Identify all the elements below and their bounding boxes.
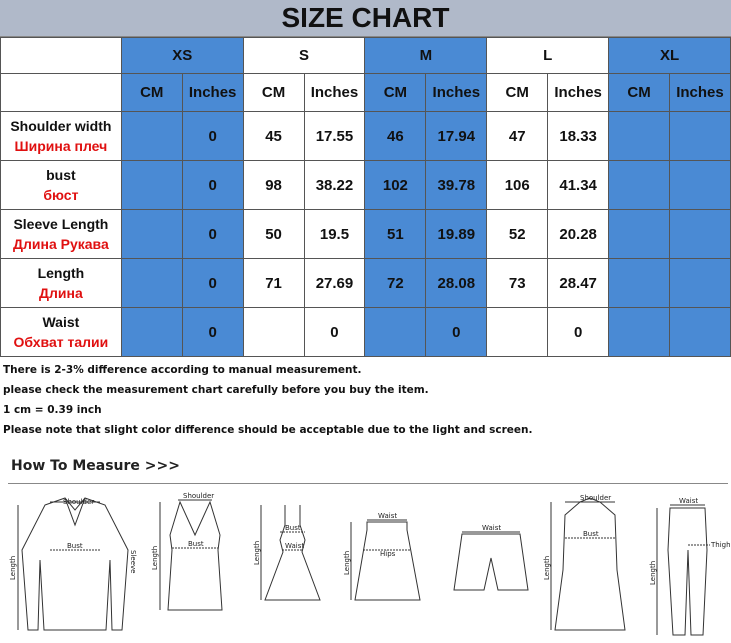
row-label-ru: бюст bbox=[43, 187, 79, 203]
note-line: 1 cm = 0.39 inch bbox=[3, 404, 102, 416]
table-cell bbox=[669, 161, 730, 210]
table-cell: 47 bbox=[487, 112, 548, 161]
table-cell: 102 bbox=[365, 161, 426, 210]
table-cell bbox=[669, 308, 730, 357]
table-cell: 73 bbox=[487, 259, 548, 308]
row-label-ru: Ширина плеч bbox=[14, 138, 108, 154]
row-label-en: bust bbox=[46, 167, 76, 183]
table-row bbox=[1, 112, 731, 161]
row-label-en: Shoulder width bbox=[10, 118, 112, 134]
unit-header-inches: Inches bbox=[182, 74, 243, 112]
corner-cell bbox=[1, 74, 122, 112]
hips-label: Hips bbox=[380, 550, 396, 558]
row-label bbox=[1, 161, 122, 210]
bust-label: Bust bbox=[285, 524, 301, 532]
table-cell bbox=[609, 259, 670, 308]
table-cell: 0 bbox=[304, 308, 365, 357]
table-cell: 19.89 bbox=[426, 210, 487, 259]
unit-header-row bbox=[1, 74, 731, 112]
table-cell bbox=[609, 161, 670, 210]
size-header-s: S bbox=[243, 38, 365, 74]
row-label bbox=[1, 308, 122, 357]
length-label: Length bbox=[343, 550, 351, 575]
divider bbox=[8, 483, 728, 484]
table-cell bbox=[487, 308, 548, 357]
table-cell bbox=[121, 308, 182, 357]
table-cell bbox=[243, 308, 304, 357]
pants-diagram bbox=[645, 490, 730, 640]
row-label bbox=[1, 112, 122, 161]
table-cell: 72 bbox=[365, 259, 426, 308]
table-cell: 20.28 bbox=[548, 210, 609, 259]
table-cell bbox=[121, 210, 182, 259]
size-table bbox=[0, 37, 731, 357]
waist-label: Waist bbox=[378, 512, 398, 520]
waist-label: Waist bbox=[285, 542, 305, 550]
row-label-ru: Длина bbox=[39, 285, 83, 301]
length-label: Length bbox=[543, 555, 551, 580]
table-cell bbox=[609, 308, 670, 357]
table-row bbox=[1, 161, 731, 210]
table-cell bbox=[669, 112, 730, 161]
unit-header-cm: CM bbox=[487, 74, 548, 112]
table-cell: 52 bbox=[487, 210, 548, 259]
table-cell: 0 bbox=[182, 161, 243, 210]
table-row bbox=[1, 308, 731, 357]
row-label bbox=[1, 210, 122, 259]
unit-header-cm: CM bbox=[243, 74, 304, 112]
bust-label: Bust bbox=[67, 542, 83, 550]
table-cell bbox=[669, 259, 730, 308]
table-cell: 18.33 bbox=[548, 112, 609, 161]
table-cell: 45 bbox=[243, 112, 304, 161]
dress-diagram bbox=[255, 490, 330, 640]
length-label: Length bbox=[253, 540, 261, 565]
table-cell: 0 bbox=[426, 308, 487, 357]
shoulder-label: Shoulder bbox=[63, 498, 95, 506]
unit-header-inches: Inches bbox=[669, 74, 730, 112]
table-cell: 98 bbox=[243, 161, 304, 210]
table-cell bbox=[121, 112, 182, 161]
table-cell bbox=[609, 112, 670, 161]
table-cell: 28.08 bbox=[426, 259, 487, 308]
row-label bbox=[1, 259, 122, 308]
unit-header-cm: CM bbox=[609, 74, 670, 112]
size-header-l: L bbox=[487, 38, 609, 74]
table-cell: 38.22 bbox=[304, 161, 365, 210]
table-row bbox=[1, 210, 731, 259]
row-label-ru: Длина Рукава bbox=[13, 236, 109, 252]
table-cell: 0 bbox=[182, 112, 243, 161]
table-cell: 0 bbox=[182, 308, 243, 357]
note-line: please check the measurement chart carefully before you buy the item. bbox=[3, 384, 429, 396]
table-cell bbox=[121, 161, 182, 210]
table-cell: 106 bbox=[487, 161, 548, 210]
note-line: Please note that slight color difference should be acceptable due to the light and screen. bbox=[3, 424, 533, 436]
notes bbox=[3, 360, 533, 440]
sleeve-label: Sleeve bbox=[129, 550, 137, 574]
bust-label: Bust bbox=[583, 530, 599, 538]
row-label-en: Sleeve Length bbox=[13, 216, 109, 232]
shorts-diagram bbox=[440, 490, 540, 640]
page-title: SIZE CHART bbox=[0, 0, 731, 37]
thigh-label: Thigh bbox=[711, 541, 731, 549]
shirt-diagram bbox=[10, 490, 140, 640]
skirt-diagram bbox=[345, 490, 430, 640]
table-cell: 0 bbox=[548, 308, 609, 357]
coat-diagram bbox=[545, 490, 640, 640]
waist-label: Waist bbox=[679, 497, 699, 505]
table-cell: 71 bbox=[243, 259, 304, 308]
table-cell: 41.34 bbox=[548, 161, 609, 210]
unit-header-cm: CM bbox=[365, 74, 426, 112]
length-label: Length bbox=[9, 555, 17, 580]
table-cell bbox=[365, 308, 426, 357]
table-cell bbox=[669, 210, 730, 259]
table-cell: 0 bbox=[182, 259, 243, 308]
size-header-xs: XS bbox=[121, 38, 243, 74]
unit-header-inches: Inches bbox=[426, 74, 487, 112]
table-cell: 0 bbox=[182, 210, 243, 259]
table-cell bbox=[609, 210, 670, 259]
table-cell bbox=[121, 259, 182, 308]
note-line: There is 2-3% difference according to manual measurement. bbox=[3, 364, 362, 376]
table-cell: 39.78 bbox=[426, 161, 487, 210]
waist-label: Waist bbox=[482, 524, 502, 532]
table-cell: 17.94 bbox=[426, 112, 487, 161]
vest-diagram bbox=[150, 490, 240, 640]
size-header-m: M bbox=[365, 38, 487, 74]
table-cell: 46 bbox=[365, 112, 426, 161]
bust-label: Bust bbox=[188, 540, 204, 548]
corner-cell bbox=[1, 38, 122, 74]
table-cell: 51 bbox=[365, 210, 426, 259]
size-header-xl: XL bbox=[609, 38, 731, 74]
table-cell: 27.69 bbox=[304, 259, 365, 308]
row-label-en: Length bbox=[37, 265, 85, 281]
row-label-ru: Обхват талии bbox=[13, 334, 109, 350]
shoulder-label: Shoulder bbox=[183, 492, 215, 500]
unit-header-inches: Inches bbox=[304, 74, 365, 112]
shoulder-label: Shoulder bbox=[580, 494, 612, 502]
length-label: Length bbox=[649, 560, 657, 585]
table-cell: 50 bbox=[243, 210, 304, 259]
length-label: Length bbox=[151, 545, 159, 570]
size-header-row bbox=[1, 38, 731, 74]
unit-header-inches: Inches bbox=[548, 74, 609, 112]
unit-header-cm: CM bbox=[121, 74, 182, 112]
row-label-en: Waist bbox=[42, 314, 80, 330]
how-to-measure-heading: How To Measure >>> bbox=[11, 458, 180, 474]
table-cell: 17.55 bbox=[304, 112, 365, 161]
table-cell: 28.47 bbox=[548, 259, 609, 308]
table-cell: 19.5 bbox=[304, 210, 365, 259]
table-row bbox=[1, 259, 731, 308]
